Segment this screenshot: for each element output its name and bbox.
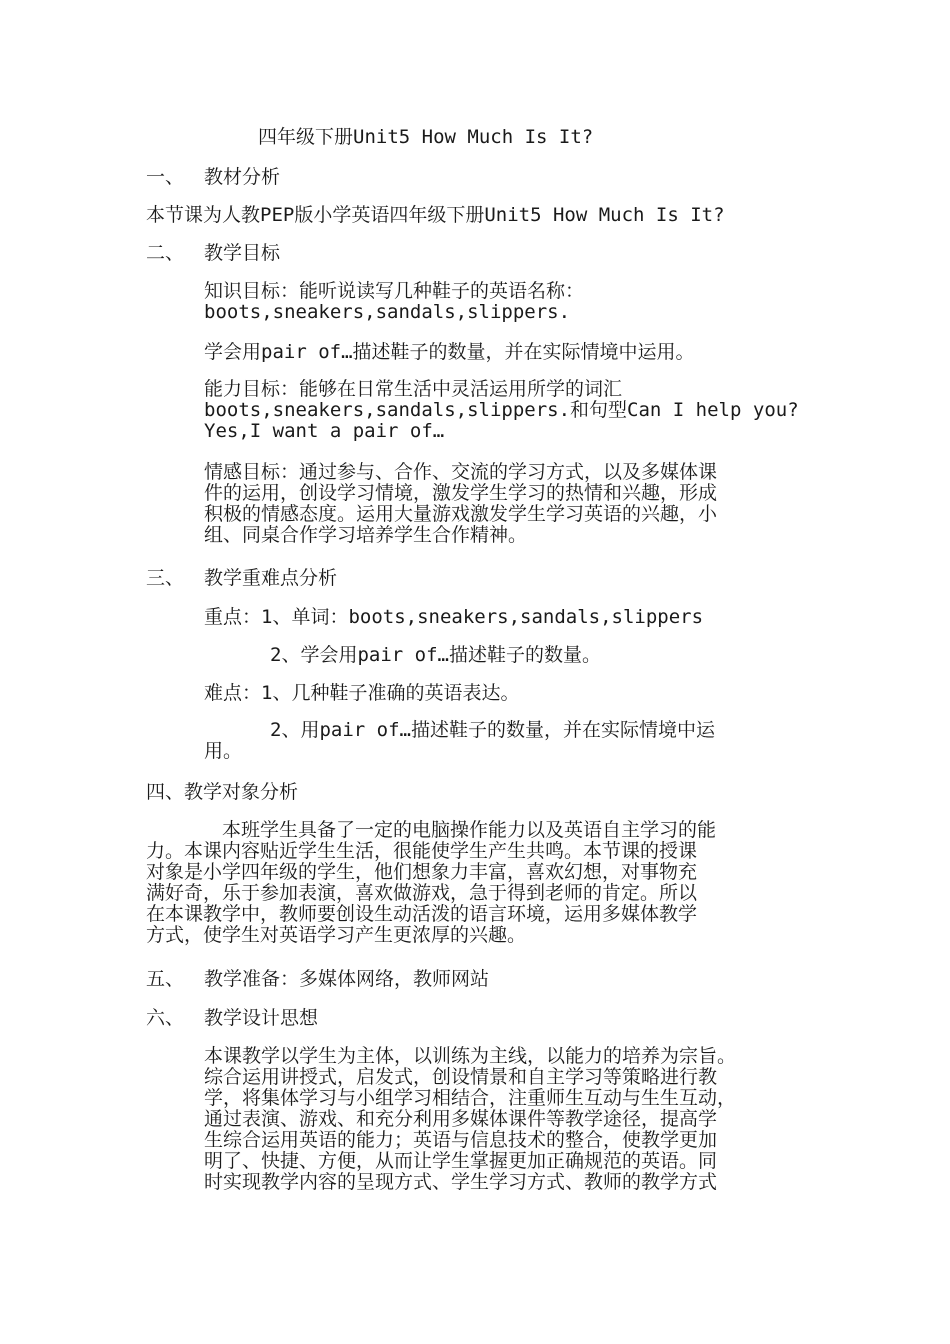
ability-goal [204, 379, 799, 442]
section-6-heading: 教学设计思想 [204, 1007, 319, 1029]
paragraph-line: 用。 [204, 740, 243, 762]
key-point-2: 2、学会用pair of…描述鞋子的数量。 [270, 644, 601, 666]
paragraph-line: 组、同桌合作学习培养学生合作精神。 [204, 524, 528, 546]
difficult-point-2 [204, 720, 715, 762]
key-point-1: 重点：1、单词：boots,sneakers,sandals,slippers [204, 606, 704, 628]
section-1-number: 一、 [146, 166, 185, 188]
paragraph-line: 通过表演、游戏、和充分利用多媒体课件等教学途径，提高学 [204, 1108, 718, 1130]
section-4-heading: 四、教学对象分析 [146, 781, 299, 803]
student-analysis [146, 820, 716, 946]
paragraph-line: 满好奇，乐于参加表演，喜欢做游戏，急于得到老师的肯定。所以 [146, 882, 698, 904]
section-1-heading: 教材分析 [204, 166, 281, 188]
document-title: 四年级下册Unit5 How Much Is It? [258, 126, 594, 148]
paragraph-line: Yes,I want a pair of… [204, 420, 445, 442]
paragraph-line: 对象是小学四年级的学生，他们想象力丰富，喜欢幻想，对事物充 [146, 861, 698, 883]
paragraph-line: boots,sneakers,sandals,slippers.和句型Can I help you? [204, 399, 799, 421]
section-6-number: 六、 [146, 1007, 185, 1029]
paragraph-line: 能力目标：能够在日常生活中灵活运用所学的词汇 [204, 378, 623, 400]
section-3-number: 三、 [146, 567, 185, 589]
knowledge-goal [204, 281, 584, 323]
section-5-number: 五、 [146, 968, 185, 990]
emotional-goal [204, 462, 717, 546]
paragraph-line: 时实现教学内容的呈现方式、学生学习方式、教师的教学方式 [204, 1171, 718, 1193]
paragraph-line: 件的运用，创设学习情境，激发学生学习的热情和兴趣，形成 [204, 482, 718, 504]
paragraph-line: 学，将集体学习与小组学习相结合，注重师生互动与生生互动， [204, 1087, 737, 1109]
paragraph-line: 本班学生具备了一定的电脑操作能力以及英语自主学习的能 [222, 819, 717, 841]
paragraph-line: boots,sneakers,sandals,slippers. [204, 301, 571, 323]
paragraph-line: 知识目标：能听说读写几种鞋子的英语名称： [204, 280, 585, 302]
paragraph-line: 综合运用讲授式，启发式，创设情景和自主学习等策略进行教 [204, 1066, 718, 1088]
knowledge-goal-usage: 学会用pair of…描述鞋子的数量，并在实际情境中运用。 [204, 341, 695, 363]
section-2-number: 二、 [146, 242, 185, 264]
paragraph-line: 力。本课内容贴近学生生活，很能使学生产生共鸣。本节课的授课 [146, 840, 698, 862]
paragraph-line: 情感目标：通过参与、合作、交流的学习方式，以及多媒体课 [204, 461, 718, 483]
section-3-heading: 教学重难点分析 [204, 567, 338, 589]
paragraph-line: 本课教学以学生为主体，以训练为主线，以能力的培养为宗旨。 [204, 1045, 737, 1067]
section-5-heading: 教学准备：多媒体网络，教师网站 [204, 968, 490, 990]
design-concept [204, 1046, 736, 1193]
paragraph-line: 积极的情感态度。运用大量游戏激发学生学习英语的兴趣，小 [204, 503, 718, 525]
paragraph-line: 2、用pair of…描述鞋子的数量，并在实际情境中运 [270, 719, 715, 741]
paragraph-line: 方式，使学生对英语学习产生更浓厚的兴趣。 [146, 924, 527, 946]
paragraph-line: 明了、快捷、方便，从而让学生掌握更加正确规范的英语。同 [204, 1150, 718, 1172]
difficult-point-1: 难点：1、几种鞋子准确的英语表达。 [204, 682, 520, 704]
section-1-body: 本节课为人教PEP版小学英语四年级下册Unit5 How Much Is It? [146, 204, 725, 226]
paragraph-line: 在本课教学中，教师要创设生动活泼的语言环境，运用多媒体教学 [146, 903, 698, 925]
section-2-heading: 教学目标 [204, 242, 281, 264]
paragraph-line: 生综合运用英语的能力；英语与信息技术的整合，使教学更加 [204, 1129, 718, 1151]
